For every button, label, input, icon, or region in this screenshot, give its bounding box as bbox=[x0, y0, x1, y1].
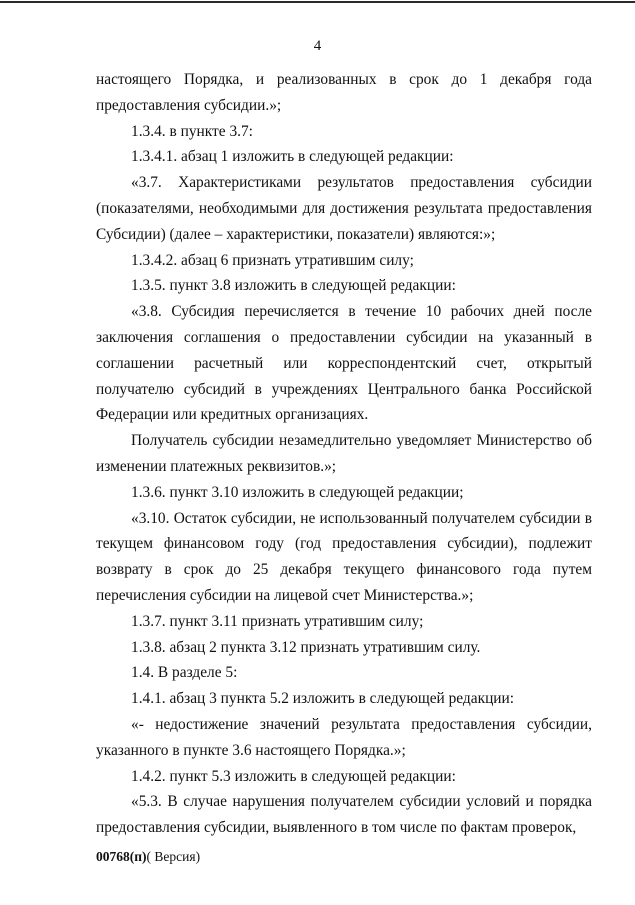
paragraph: «5.3. В случае нарушения получателем субсидии условий и порядка предоставления субсидии, выявленного в том числе по фактам проверок, bbox=[96, 793, 592, 837]
page-number: 4 bbox=[313, 38, 322, 54]
paragraph: 1.4.2. пункт 5.3 изложить в следующей редакции: bbox=[131, 767, 456, 785]
paragraph: «3.7. Характеристиками результатов предоставления субсидии (показателями, необходимыми для достижения результата предоставления Субсидии) (далее – характеристики, показатели) являются:»; bbox=[96, 174, 592, 243]
paragraph: 1.3.4. в пункте 3.7: bbox=[131, 122, 253, 140]
paragraph: 1.3.8. абзац 2 пункта 3.12 признать утратившим силу. bbox=[131, 638, 481, 656]
paragraph: 1.4. В разделе 5: bbox=[131, 664, 238, 682]
paragraph: «3.8. Субсидия перечисляется в течение 10 рабочих дней после заключения соглашения о предоставлении субсидии на указанный в соглашении расчетный или корреспондентский счет, открытый получателю субсидий в учреждениях Центрального банка Российской Федерации или кредитных организациях. bbox=[96, 303, 592, 424]
document-footer bbox=[96, 849, 200, 865]
paragraph: 1.3.7. пункт 3.11 признать утратившим силу; bbox=[131, 612, 424, 630]
paragraph: настоящего Порядка, и реализованных в срок до 1 декабря года предоставления субсидии.»; bbox=[96, 71, 592, 114]
document-body bbox=[96, 67, 592, 841]
paragraph: «- недостижение значений результата предоставления субсидии, указанного в пункте 3.6 настоящего Порядка.»; bbox=[96, 715, 592, 759]
paragraph: 1.3.6. пункт 3.10 изложить в следующей редакции; bbox=[131, 483, 464, 501]
paragraph: 1.3.4.2. абзац 6 признать утратившим силу; bbox=[131, 251, 414, 269]
document-version: ( Версия) bbox=[146, 849, 201, 864]
paragraph: 1.4.1. абзац 3 пункта 5.2 изложить в следующей редакции: bbox=[131, 690, 515, 708]
document-code: 00768(п) bbox=[96, 849, 147, 864]
paragraph: 1.3.5. пункт 3.8 изложить в следующей редакции: bbox=[131, 277, 456, 295]
top-border-line bbox=[0, 1, 635, 3]
paragraph: 1.3.4.1. абзац 1 изложить в следующей редакции: bbox=[131, 148, 454, 166]
paragraph: Получатель субсидии незамедлительно уведомляет Министерство об изменении платежных реквизитов.»; bbox=[96, 432, 592, 475]
paragraph: «3.10. Остаток субсидии, не использованный получателем субсидии в текущем финансовом году (год предоставления субсидии), подлежит возврату в срок до 25 декабря текущего финансового года путем перечисления субсидии на лицевой счет Министерства.»; bbox=[96, 509, 592, 604]
